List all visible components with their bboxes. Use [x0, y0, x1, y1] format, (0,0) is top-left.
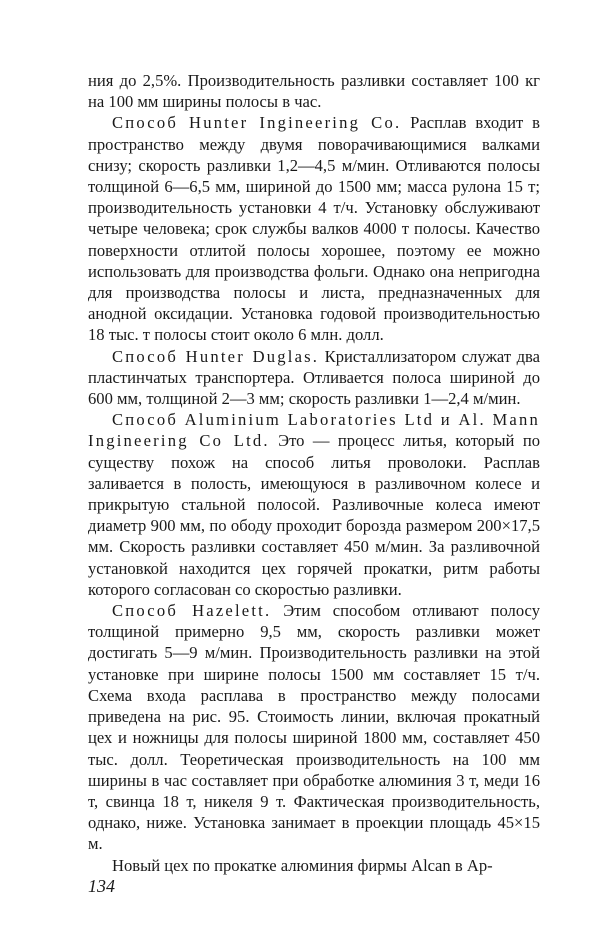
page-number: 134: [88, 876, 115, 896]
paragraph-text: Это — процесс литья, который по существу похож на способ литья проволоки. Расплав заливается в полость, имеющуюся в разливочном колесе и прикрытую стальной полосой. Разливочные колеса имеют диаметр 900 мм, по ободу проходит борозда размером 200×17,5 мм. Скорость разливки составляет 450 м/мин. За разливочной установкой находится цех горячей прокатки, ритм работы которого согласован со скоростью разливки.: [88, 431, 541, 599]
paragraph-text: Расплав входит в пространство между двумя поворачивающимися валками снизу; скорость разливки 1,2—4,5 м/мин. Отливаются полосы толщиной 6—6,5 мм, шириной до 1500 мм; масса рулона 15 т; производительность установки 4 т/ч. Установку обслуживают четыре человека; срок службы валков 4000 т полосы. Качество поверхности отлитой полосы хорошее, поэтому ее можно использовать для производства фольги. Однако она непригодна для производства полосы и листа, предназначенных для анодной оксидации. Установка годовой производительностью 18 тыс. т полосы стоит около 6 млн. долл.: [88, 113, 540, 345]
method-heading: Способ Hazelett.: [112, 601, 272, 621]
paragraph-text: Новый цех по прокатке алюминия фирмы Alcan в Ар-: [112, 855, 493, 875]
paragraph-aluminium-laboratories: [88, 409, 540, 600]
page-body: [88, 70, 540, 876]
paragraph-text: Кристаллизатором служат два пластинчатых транспортера. Отливается полоса шириной до 600 мм, толщиной 2—3 мм; скорость разливки 1—2,4 м/мин.: [88, 346, 540, 409]
paragraph-hunter-ingineering: [88, 112, 540, 345]
paragraph-hunter-duglas: [88, 346, 540, 410]
paragraph-text: Этим способом отливают полосу толщиной примерно 9,5 мм, скорость разливки может достигать 5—9 м/мин. Производительность разливки на этой установке при ширине полосы 1500 мм составляет 15 т/ч. Схема входа расплава в пространство между полосами приведена на рис. 95. Стоимость линии, включая прокатный цех и ножницы для полосы шириной 1800 мм, составляет 450 тыс. долл. Теоретическая производительность на 100 мм ширины в час составляет при обработке алюминия 3 т, меди 16 т, свинца 18 т, никеля 9 т. Фактическая производительность, однако, ниже. Установка занимает в проекции площадь 45×15 м.: [88, 601, 540, 854]
paragraph-hazelett: [88, 600, 540, 854]
paragraph-continuation: [88, 70, 540, 112]
method-heading: Способ Hunter Duglas.: [112, 346, 320, 366]
paragraph-alcan: [88, 855, 540, 876]
method-heading: Способ Hunter Ingineering Co.: [112, 113, 402, 133]
method-heading: Способ Aluminium Laboratories Ltd и Al. Mann Ingineering Co Ltd.: [88, 410, 540, 451]
paragraph-text: ния до 2,5%. Производительность разливки составляет 100 кг на 100 мм ширины полосы в час.: [88, 71, 540, 112]
